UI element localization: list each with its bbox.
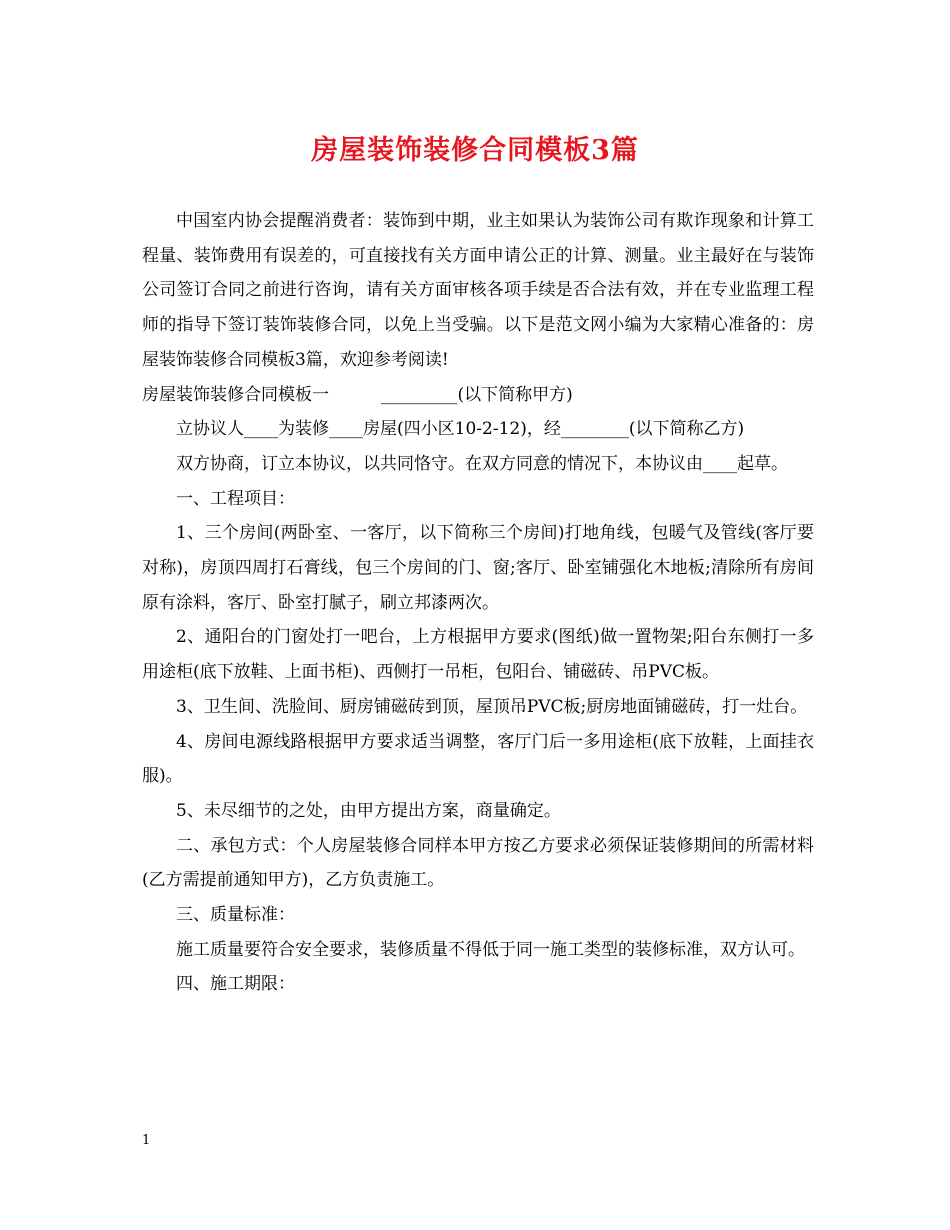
template-heading-line bbox=[142, 378, 814, 413]
intro-paragraph: 中国室内协会提醒消费者：装饰到中期，业主如果认为装饰公司有欺诈现象和计算工程量、装饰费用有误差的，可直接找有关方面申请公正的计算、测量。业主最好在与装饰公司签订合同之前进行咨询，请有关方面审核各项手续是否合法有效，并在专业监理工程师的指导下签订装饰装修合同，以免上当受骗。以下是范文网小编为大家精心准备的：房屋装饰装修合同模板3篇，欢迎参考阅读! bbox=[142, 211, 814, 370]
paragraph: 四、施工期限： bbox=[176, 974, 295, 995]
paragraph: 4、房间电源线路根据甲方要求适当调整，客厅门后一多用途柜(底下放鞋，上面挂衣服)。 bbox=[142, 731, 814, 787]
paragraph: 双方协商，订立本协议，以共同恪守。在双方同意的情况下，本协议由____起草。 bbox=[176, 453, 788, 474]
paragraph: 立协议人____为装修____房屋(四小区10-2-12)，经________(以下简称乙方) bbox=[176, 419, 745, 440]
document-title: 房屋装饰装修合同模板3篇 bbox=[311, 135, 639, 166]
party-a-line: _________(以下简称甲方) bbox=[381, 384, 573, 405]
document-body bbox=[142, 204, 814, 1002]
paragraph: 3、卫生间、洗脸间、厨房铺磁砖到顶，屋顶吊PVC板;厨房地面铺磁砖，打一灶台。 bbox=[176, 696, 808, 717]
paragraph: 二、承包方式：个人房屋装修合同样本甲方按乙方要求必须保证装修期间的所需材料(乙方需提前通知甲方)，乙方负责施工。 bbox=[142, 835, 814, 891]
paragraph: 施工质量要符合安全要求，装修质量不得低于同一施工类型的装修标准，双方认可。 bbox=[176, 939, 805, 960]
paragraph: 2、通阳台的门窗处打一吧台，上方根据甲方要求(图纸)做一置物架;阳台东侧打一多用途柜(底下放鞋、上面书柜)、西侧打一吊柜，包阳台、铺磁砖、吊PVC板。 bbox=[142, 627, 814, 683]
template-heading: 房屋装饰装修合同模板一 bbox=[142, 384, 329, 405]
paragraph: 5、未尽细节的之处，由甲方提出方案，商量确定。 bbox=[176, 800, 561, 821]
paragraph: 一、工程项目： bbox=[176, 488, 295, 509]
paragraph: 三、质量标准： bbox=[176, 905, 295, 926]
page-number: 1 bbox=[142, 1133, 151, 1148]
paragraph: 1、三个房间(两卧室、一客厅，以下简称三个房间)打地角线，包暖气及管线(客厅要对称)，房顶四周打石膏线，包三个房间的门、窗;客厅、卧室铺强化木地板;清除所有房间原有涂料，客厅、卧室打腻子，刷立邦漆两次。 bbox=[142, 523, 814, 613]
